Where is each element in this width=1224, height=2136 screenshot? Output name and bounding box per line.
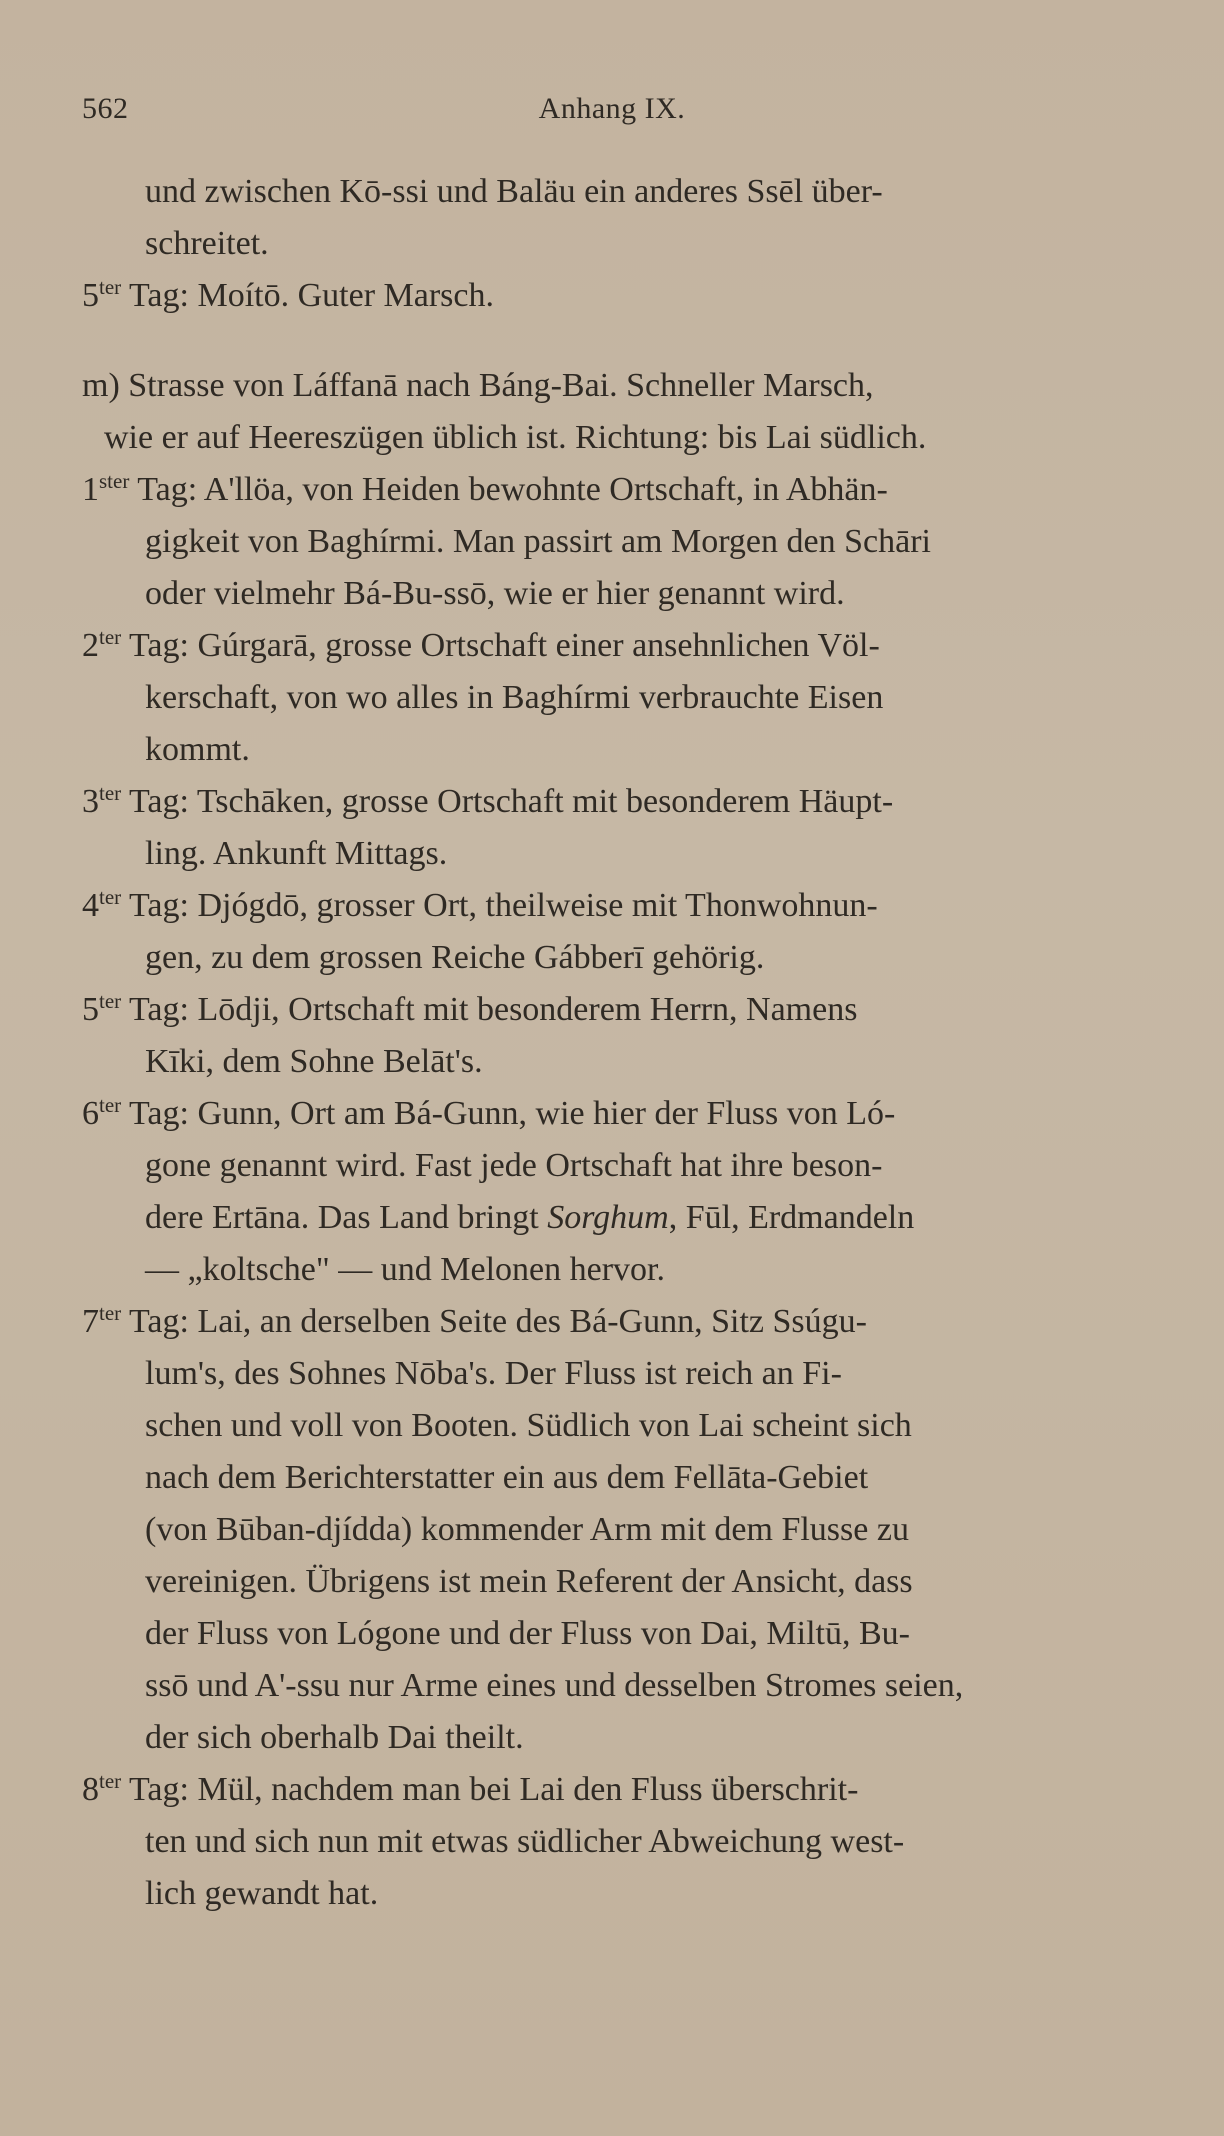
ordinal-suffix: ster	[99, 469, 130, 493]
line-text-pre: dere Ertāna. Das Land bringt	[145, 1199, 548, 1236]
text-line	[82, 1556, 1162, 1608]
line-text: vereinigen. Übrigens ist mein Referent der Ansicht, dass	[145, 1563, 913, 1600]
line-text: Tag: Tschāken, grosse Ortschaft mit besonderem Häupt-	[121, 783, 894, 820]
line-text: Tag: Lai, an derselben Seite des Bá-Gunn, Sitz Ssúgu-	[121, 1303, 867, 1340]
section-gap	[82, 322, 1162, 360]
text-line	[82, 1660, 1162, 1712]
text-line	[82, 776, 1162, 828]
ordinal-suffix: ter	[99, 275, 122, 299]
text-line	[82, 1400, 1162, 1452]
text-line	[82, 932, 1162, 984]
line-text: (von Būban-djídda) kommender Arm mit dem Flusse zu	[145, 1511, 909, 1548]
ordinal-suffix: ter	[99, 885, 122, 909]
line-text: — „koltsche" — und Melonen hervor.	[145, 1251, 665, 1288]
day-number: 6	[82, 1095, 99, 1132]
ordinal-suffix: ter	[99, 989, 122, 1013]
line-text: , Fūl, Erdmandeln	[668, 1199, 915, 1236]
page-header	[82, 92, 1142, 132]
text-line	[82, 516, 1162, 568]
page-number: 562	[82, 92, 129, 125]
day-number: 7	[82, 1303, 99, 1340]
text-line	[82, 1764, 1162, 1816]
text-line	[82, 360, 1162, 412]
text-line	[82, 672, 1162, 724]
day-number: 4	[82, 887, 99, 924]
line-text: oder vielmehr Bá-Bu-ssō, wie er hier genannt wird.	[145, 575, 845, 612]
day-number: 8	[82, 1771, 99, 1808]
line-text: ssō und A'-ssu nur Arme eines und desselben Stromes seien,	[145, 1667, 964, 1704]
text-line	[82, 828, 1162, 880]
line-text: Tag: Lōdji, Ortschaft mit besonderem Herrn, Namens	[121, 991, 858, 1028]
running-head: Anhang IX.	[538, 92, 686, 125]
text-line	[82, 1348, 1162, 1400]
line-text: ling. Ankunft Mittags.	[145, 835, 448, 872]
line-text: der sich oberhalb Dai theilt.	[145, 1719, 524, 1756]
text-line	[82, 464, 1162, 516]
text-line	[82, 1140, 1162, 1192]
text-line	[82, 620, 1162, 672]
day-number: 5	[82, 277, 99, 314]
day-number: 5	[82, 991, 99, 1028]
line-text: m) Strasse von Láffanā nach Báng-Bai. Schneller Marsch,	[82, 367, 874, 404]
line-text: Tag: Gúrgarā, grosse Ortschaft einer ansehnlichen Völ-	[121, 627, 880, 664]
text-line	[82, 412, 1162, 464]
day-number: 2	[82, 627, 99, 664]
line-text: ten und sich nun mit etwas südlicher Abweichung west-	[145, 1823, 905, 1860]
line-text: schreitet.	[145, 225, 269, 262]
day-number: 3	[82, 783, 99, 820]
line-text: Tag: Gunn, Ort am Bá-Gunn, wie hier der Fluss von Ló-	[121, 1095, 896, 1132]
text-line	[82, 1244, 1162, 1296]
line-text: Tag: A'llöa, von Heiden bewohnte Ortschaft, in Abhän-	[129, 471, 888, 508]
text-line	[82, 724, 1162, 776]
text-line	[82, 1712, 1162, 1764]
ordinal-suffix: ter	[99, 625, 122, 649]
line-text: wie er auf Heereszügen üblich ist. Richtung: bis Lai südlich.	[104, 419, 927, 456]
text-line	[82, 1608, 1162, 1660]
line-text: gone genannt wird. Fast jede Ortschaft hat ihre beson-	[145, 1147, 883, 1184]
text-line	[82, 1452, 1162, 1504]
line-text: Kīki, dem Sohne Belāt's.	[145, 1043, 483, 1080]
day-number: 1	[82, 471, 99, 508]
italic-term: Sorghum	[547, 1199, 669, 1236]
ordinal-suffix: ter	[99, 1301, 122, 1325]
line-text: kerschaft, von wo alles in Baghírmi verbrauchte Eisen	[145, 679, 884, 716]
line-text: nach dem Berichterstatter ein aus dem Fellāta-Gebiet	[145, 1459, 869, 1496]
line-text: und zwischen Kō-ssi und Baläu ein anderes Ssēl über-	[145, 173, 883, 210]
text-line	[82, 218, 1162, 270]
text-line	[82, 1868, 1162, 1920]
text-line	[82, 880, 1162, 932]
text-line	[82, 568, 1162, 620]
text-line	[82, 1504, 1162, 1556]
text-line	[82, 1816, 1162, 1868]
body-text	[82, 166, 1162, 1920]
line-text: gigkeit von Baghírmi. Man passirt am Morgen den Schāri	[145, 523, 931, 560]
line-text: kommt.	[145, 731, 250, 768]
text-line	[82, 1192, 1162, 1244]
text-line	[82, 270, 1162, 322]
line-text: Tag: Moítō. Guter Marsch.	[121, 277, 494, 314]
ordinal-suffix: ter	[99, 781, 122, 805]
line-text: lich gewandt hat.	[145, 1875, 379, 1912]
text-line	[82, 166, 1162, 218]
line-text: Tag: Djógdō, grosser Ort, theilweise mit Thonwohnun-	[121, 887, 878, 924]
text-line	[82, 1088, 1162, 1140]
line-text: der Fluss von Lógone und der Fluss von Dai, Miltū, Bu-	[145, 1615, 910, 1652]
ordinal-suffix: ter	[99, 1093, 122, 1117]
ordinal-suffix: ter	[99, 1769, 122, 1793]
text-line	[82, 984, 1162, 1036]
text-line	[82, 1296, 1162, 1348]
line-text: gen, zu dem grossen Reiche Gábberī gehörig.	[145, 939, 765, 976]
line-text: schen und voll von Booten. Südlich von Lai scheint sich	[145, 1407, 912, 1444]
text-line	[82, 1036, 1162, 1088]
line-text: lum's, des Sohnes Nōba's. Der Fluss ist reich an Fi-	[145, 1355, 842, 1392]
line-text: Tag: Mül, nachdem man bei Lai den Fluss überschrit-	[121, 1771, 859, 1808]
